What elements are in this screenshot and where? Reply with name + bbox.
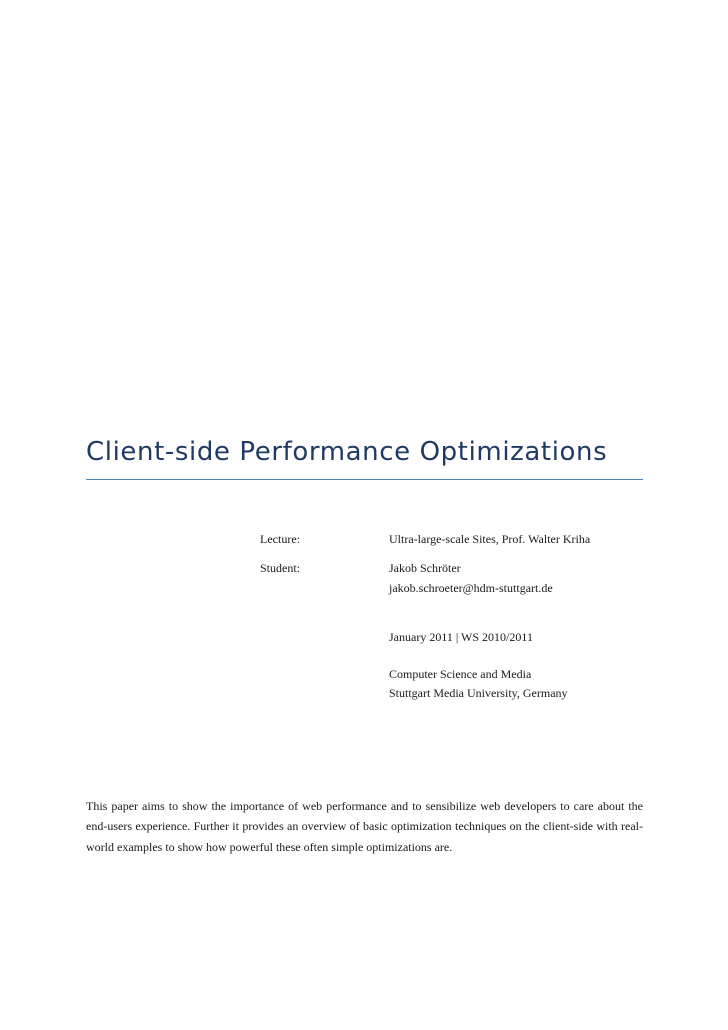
- university: Stuttgart Media University, Germany: [389, 686, 568, 700]
- lecture-label: Lecture:: [260, 532, 300, 546]
- student-name: Jakob Schröter: [389, 561, 461, 575]
- student-label: Student:: [260, 561, 301, 575]
- title-underline: [86, 479, 643, 480]
- student-email: jakob.schroeter@hdm-stuttgart.de: [389, 581, 553, 595]
- document-title: Client-side Performance Optimizations: [86, 437, 608, 467]
- abstract-paragraph: This paper aims to show the importance of web performance and to sensibilize web developers to care about the end-users experience. Further it provides an overview of basic optimization techniques on the client-side with real-world examples to show how powerful these often simple optimizations are.: [86, 799, 643, 854]
- date-term: January 2011 | WS 2010/2011: [389, 630, 533, 644]
- department: Computer Science and Media: [389, 667, 532, 681]
- lecture-value: Ultra-large-scale Sites, Prof. Walter Kriha: [389, 532, 591, 546]
